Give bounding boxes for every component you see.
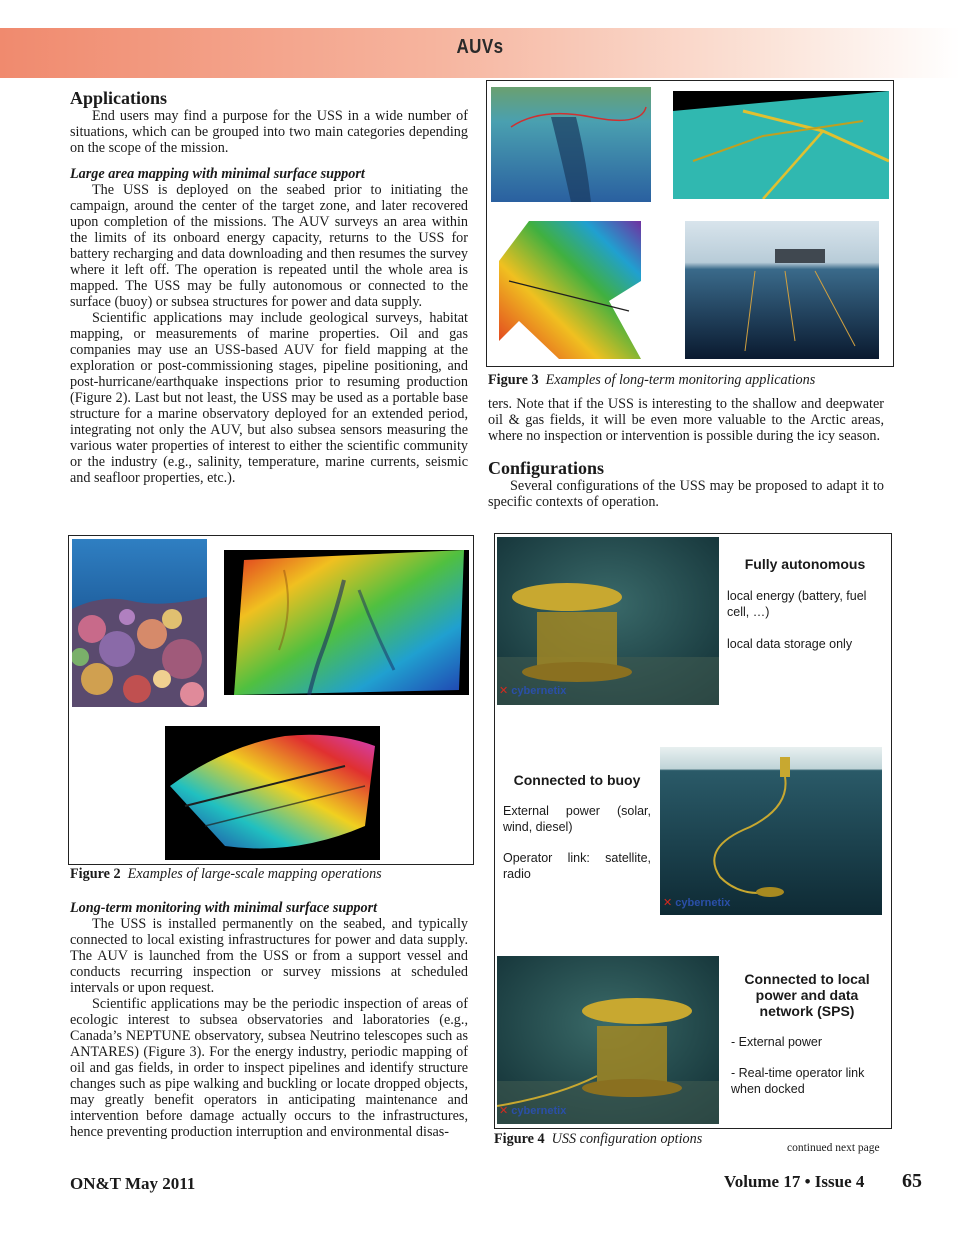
- cybernetix-logo-3: ✕ cybernetix: [499, 1105, 567, 1117]
- 3d-terrain-image: [165, 726, 380, 860]
- applications-heading: Applications: [70, 88, 168, 108]
- figure-2-label: Figure 2: [70, 866, 121, 882]
- footer-publication: ON&T May 2011: [70, 1174, 196, 1193]
- large-area-subheading: Large area mapping with minimal surface support: [70, 166, 365, 182]
- figure-2-box: [68, 535, 474, 865]
- section-title: AUVs: [456, 36, 504, 58]
- long-term-subheading: Long-term monitoring with minimal surface support: [70, 900, 378, 916]
- config-1-line1: local energy (battery, fuel cell, …): [727, 589, 867, 619]
- figure-2-caption: [70, 866, 470, 882]
- config-connected-sps: [731, 971, 883, 1097]
- scientific-applications-paragraph: Scientific applications may include geological surveys, habitat mapping, or measurements of marine properties. Oil and gas companies may use an USS-based AUV for field mapping at the exploration or post-commissioning stages, pipeline positioning, and post-hurricane/earthquake inspections prior to resuming production (Figure 2). Last but not least, the USS may be used as a portable base structure for a marine observatory deployed for an extended period, integrating not only the AUV, but also subsea sensors measuring the various water properties of interest to either the scientific community or the industry (e.g., salinity, temperature, marine currents, seismic and seafloor properties, etc.).: [70, 310, 468, 486]
- arctic-paragraph: ters. Note that if the USS is interesting to the shallow and deepwater oil & gas fields, it will be even more valuable to the Arctic areas, where no inspection or intervention is possible during the icy season.: [488, 396, 884, 444]
- figure-4-caption-text: USS configuration options: [551, 1131, 703, 1147]
- configurations-heading: Configurations: [488, 458, 605, 478]
- figure-3-caption-text: Examples of long-term monitoring applications: [545, 372, 816, 388]
- config-3-line1: - External power: [731, 1035, 823, 1049]
- left-column-bottom: [70, 890, 468, 1140]
- config-2-line1: External power (solar, wind, diesel): [503, 804, 651, 834]
- seabed-trench-image: [491, 87, 651, 202]
- config-connected-buoy: [503, 772, 651, 882]
- right-column-text: [488, 396, 884, 510]
- connected-sps-image: [497, 956, 719, 1124]
- figure-4-caption: [494, 1131, 794, 1147]
- fully-autonomous-image: [497, 537, 719, 705]
- figure-3-box: [486, 80, 894, 367]
- config-fully-autonomous: [727, 556, 883, 652]
- page-number: 65: [902, 1170, 922, 1192]
- config-3-line2: - Real-time operator link when docked: [731, 1066, 865, 1096]
- configurations-paragraph: Several configurations of the USS may be proposed to adapt it to specific contexts of operation.: [488, 478, 884, 510]
- figure-4-box: [494, 533, 892, 1129]
- cybernetix-logo-2: ✕ cybernetix: [663, 897, 731, 909]
- intro-paragraph: End users may find a purpose for the USS in a wide number of situations, which can be grouped into two main categories depending on the scope of the mission.: [70, 108, 468, 156]
- large-area-paragraph: The USS is deployed on the seabed prior to initiating the campaign, around the center of the target zone, and later recovered upon completion of the missions. The AUV surveys an area within the limits of its onboard energy capacity, returns to the USS for battery recharging and data downloading and then resumes the survey where it left off. The operation is repeated until the whole area is mapped. The USS may be fully autonomous or connected to the surface (buoy) or subsea structures for power and data supply.: [70, 182, 468, 310]
- arctic-observatory-image: [685, 221, 879, 359]
- config-1-title: Fully autonomous: [744, 556, 866, 572]
- continued-next-page: continued next page: [787, 1142, 880, 1154]
- footer-volume: Volume 17 • Issue 4: [724, 1172, 865, 1191]
- config-2-title: Connected to buoy: [513, 772, 641, 788]
- left-column-top: [70, 88, 468, 486]
- figure-3-caption: [488, 372, 888, 388]
- figure-2-caption-text: Examples of large-scale mapping operations: [127, 866, 382, 882]
- field-bathymetry-image: [499, 221, 641, 359]
- pipeline-network-image: [673, 91, 889, 199]
- seafloor-bathymetry-image: [224, 550, 469, 695]
- cybernetix-logo-1: ✕ cybernetix: [499, 685, 567, 697]
- connected-buoy-image: [660, 747, 882, 915]
- figure-3-label: Figure 3: [488, 372, 539, 388]
- config-2-line2: Operator link: satellite, radio: [503, 851, 651, 881]
- config-3-title: Connected to local power and data network (SPS): [744, 971, 870, 1019]
- coral-reef-image: [72, 539, 207, 707]
- long-term-paragraph: The USS is installed permanently on the seabed, and typically connected to local existing infrastructures for power and data supply. The AUV is launched from the USS or from a support vessel and conducts recurring inspection or survey missions at scheduled intervals or upon request.: [70, 916, 468, 996]
- config-1-line2: local data storage only: [727, 637, 853, 651]
- figure-4-label: Figure 4: [494, 1131, 545, 1147]
- scientific-inspection-paragraph: Scientific applications may be the periodic inspection of areas of ecologic interest to subsea observatories and laboratories (e.g., Canada’s NEPTUNE observatory, subsea Neutrino telescopes such as ANTARES) (Figure 3). For the energy industry, periodic mapping of oil and gas fields, in order to inspect pipelines and identify structure changes such as pipe walking and buckling or locate dropped objects, may greatly benefit operators in anticipating maintenance and intervention before damage actually occurs to the infrastructures, hence preventing production interruption and environmental disas-: [70, 996, 468, 1140]
